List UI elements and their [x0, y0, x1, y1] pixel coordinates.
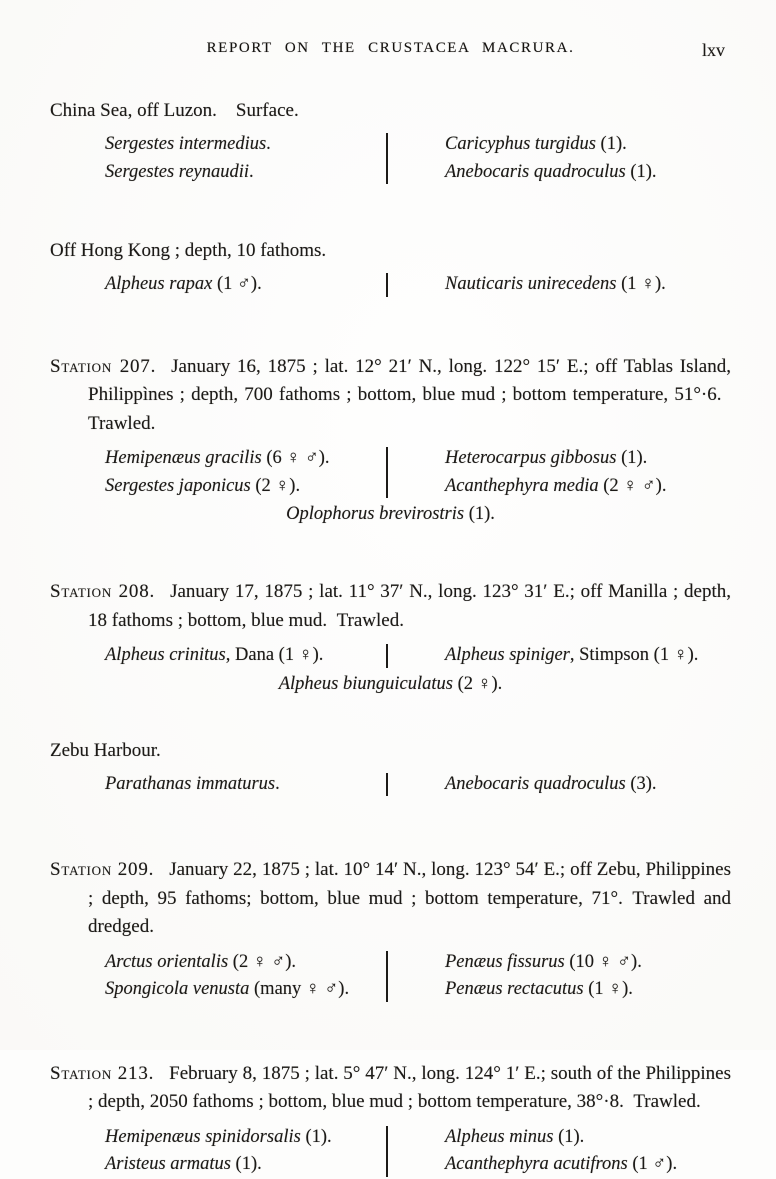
species-annotation: (1 ♀).	[583, 979, 633, 999]
species-item	[105, 445, 386, 473]
species-annotation: (1).	[553, 1126, 585, 1147]
station-entry	[50, 856, 731, 1004]
species-column-right	[388, 131, 691, 186]
species-column-right	[388, 771, 691, 799]
station-text: January 16, 1875 ; lat. 12° 21′ N., long. 122° 15′ E.; off Tablas Island, Philippìnes ; depth, 700 fathoms ; bottom, blue mud ; bottom temperature, 51°·6. Trawled.	[88, 355, 731, 434]
species-annotation: (2 ♀ ♂).	[598, 475, 667, 496]
locality-entry	[50, 98, 731, 186]
station-entry	[50, 578, 731, 698]
species-name: Sergestes intermedius	[105, 134, 267, 154]
species-item	[445, 131, 691, 159]
species-item	[445, 271, 691, 299]
species-name: Alpheus spiniger	[445, 645, 570, 665]
species-annotation: (1).	[230, 1154, 262, 1174]
station-text: January 17, 1875 ; lat. 11° 37′ N., long. 123° 31′ E.; off Manilla ; depth, 18 fathoms ; bottom, blue mud. Trawled.	[88, 581, 731, 631]
species-column-left	[105, 771, 386, 799]
station-entry	[50, 353, 731, 529]
species-annotation: (1).	[616, 448, 648, 468]
species-annotation: .	[249, 161, 254, 182]
species-annotation: (1).	[464, 504, 495, 524]
station-description	[50, 578, 731, 635]
species-name: Nauticaris unirecedens	[445, 274, 617, 294]
station-text: January 22, 1875 ; lat. 10° 14′ N., long. 123° 54′ E.; off Zebu, Philippines ; depth, 95 fathoms; bottom, blue mud ; bottom temperature, 71°. Trawled and dredged.	[88, 859, 731, 937]
species-item	[445, 445, 691, 473]
station-description	[50, 1060, 731, 1117]
species-list	[105, 1124, 691, 1179]
species-name: Acanthephyra acutifrons	[445, 1154, 628, 1174]
species-name: Aristeus armatus	[105, 1154, 231, 1174]
species-list	[105, 949, 691, 1004]
running-header	[50, 40, 731, 64]
species-item	[105, 473, 386, 501]
species-column-right	[388, 271, 691, 299]
species-name: Acanthephyra media	[445, 475, 599, 496]
species-item	[105, 271, 386, 299]
species-list	[105, 642, 699, 670]
species-name: Sergestes reynaudii	[105, 161, 250, 182]
station-description	[50, 856, 731, 942]
species-item	[445, 159, 691, 187]
species-name: Heterocarpus gibbosus	[445, 448, 617, 468]
species-name: Penæus rectacutus	[445, 979, 584, 999]
species-item	[105, 949, 386, 977]
species-annotation: (1).	[595, 134, 627, 154]
species-column-right	[388, 1124, 691, 1179]
species-name: Alpheus rapax	[105, 274, 213, 294]
species-annotation: (10 ♀ ♂).	[564, 951, 642, 972]
species-name: Oplophorus brevirostris	[286, 504, 465, 524]
species-item	[105, 642, 386, 670]
species-item	[445, 1151, 691, 1179]
species-column-left	[105, 642, 386, 670]
species-column-left	[105, 1124, 386, 1179]
species-item-centered	[50, 500, 731, 528]
species-name: Alpheus biunguiculatus	[278, 673, 453, 694]
station-label: Station 209.	[50, 859, 155, 880]
page-content	[50, 98, 731, 1179]
station-description	[50, 353, 731, 439]
locality-entry	[50, 238, 731, 299]
station-entry	[50, 1060, 731, 1179]
station-label: Station 208.	[50, 581, 156, 602]
species-column-left	[105, 445, 386, 500]
species-column-left	[105, 271, 386, 299]
species-list	[105, 271, 691, 299]
locality-entry	[50, 738, 731, 799]
species-annotation: (6 ♀ ♂).	[261, 448, 330, 468]
species-name: Alpheus minus	[445, 1126, 554, 1147]
species-annotation: , Stimpson (1 ♀).	[569, 645, 699, 665]
locality-heading: China Sea, off Luzon. Surface.	[50, 100, 299, 121]
species-column-right	[388, 445, 691, 500]
species-list	[105, 131, 691, 186]
species-annotation: (1 ♂).	[212, 274, 262, 294]
species-annotation: , Dana (1 ♀).	[225, 645, 324, 665]
species-item	[445, 1124, 691, 1152]
species-column-right	[388, 642, 698, 670]
station-label: Station 207.	[50, 355, 157, 377]
species-item	[445, 473, 691, 501]
page-number: lxv	[701, 40, 725, 60]
species-name: Alpheus crinitus	[105, 645, 226, 665]
species-item	[105, 1151, 386, 1179]
species-annotation: .	[266, 134, 271, 154]
species-name: Arctus orientalis	[105, 951, 229, 972]
station-text: February 8, 1875 ; lat. 5° 47′ N., long. 124° 1′ E.; south of the Philippines ; depth, 2050 fathoms ; bottom, blue mud ; bottom temperature, 38°·8. Trawled.	[88, 1062, 731, 1112]
species-name: Penæus fissurus	[445, 951, 565, 972]
species-annotation: (2 ♀).	[452, 673, 503, 694]
species-annotation: (1 ♂).	[627, 1154, 678, 1174]
species-annotation: (2 ♀ ♂).	[228, 951, 296, 972]
species-column-left	[105, 131, 386, 186]
species-item	[445, 949, 691, 977]
species-name: Caricyphus turgidus	[445, 134, 596, 154]
species-item-centered	[50, 670, 731, 698]
page-title: REPORT ON THE CRUSTACEA MACRURA.	[206, 40, 575, 56]
species-annotation: (2 ♀).	[250, 475, 301, 496]
species-item	[445, 976, 691, 1004]
species-list	[105, 771, 691, 799]
species-item	[105, 771, 386, 799]
species-name: Hemipenæus gracilis	[105, 448, 262, 468]
species-annotation: (3).	[625, 773, 657, 794]
station-label: Station 213.	[50, 1062, 155, 1084]
species-list	[105, 445, 691, 500]
species-name: Hemipenæus spinidorsalis	[105, 1126, 301, 1147]
species-annotation: .	[275, 773, 280, 794]
species-item	[105, 976, 386, 1004]
species-name: Anebocaris quadroculus	[445, 161, 626, 182]
species-column-left	[105, 949, 386, 1004]
species-column-right	[388, 949, 691, 1004]
species-item	[445, 642, 698, 670]
locality-heading: Zebu Harbour.	[50, 739, 161, 761]
species-item	[105, 159, 386, 187]
species-name: Spongicola venusta	[105, 979, 250, 999]
species-annotation: (1).	[300, 1126, 332, 1147]
species-item	[105, 1124, 386, 1152]
species-annotation: (1 ♀).	[616, 274, 666, 294]
species-name: Anebocaris quadroculus	[445, 773, 626, 794]
species-annotation: (many ♀ ♂).	[249, 979, 350, 999]
species-annotation: (1).	[625, 161, 657, 182]
species-name: Parathanas immaturus	[105, 773, 276, 794]
locality-heading: Off Hong Kong ; depth, 10 fathoms.	[50, 240, 327, 261]
species-item	[105, 131, 386, 159]
species-name: Sergestes japonicus	[105, 475, 251, 496]
species-item	[445, 771, 691, 799]
